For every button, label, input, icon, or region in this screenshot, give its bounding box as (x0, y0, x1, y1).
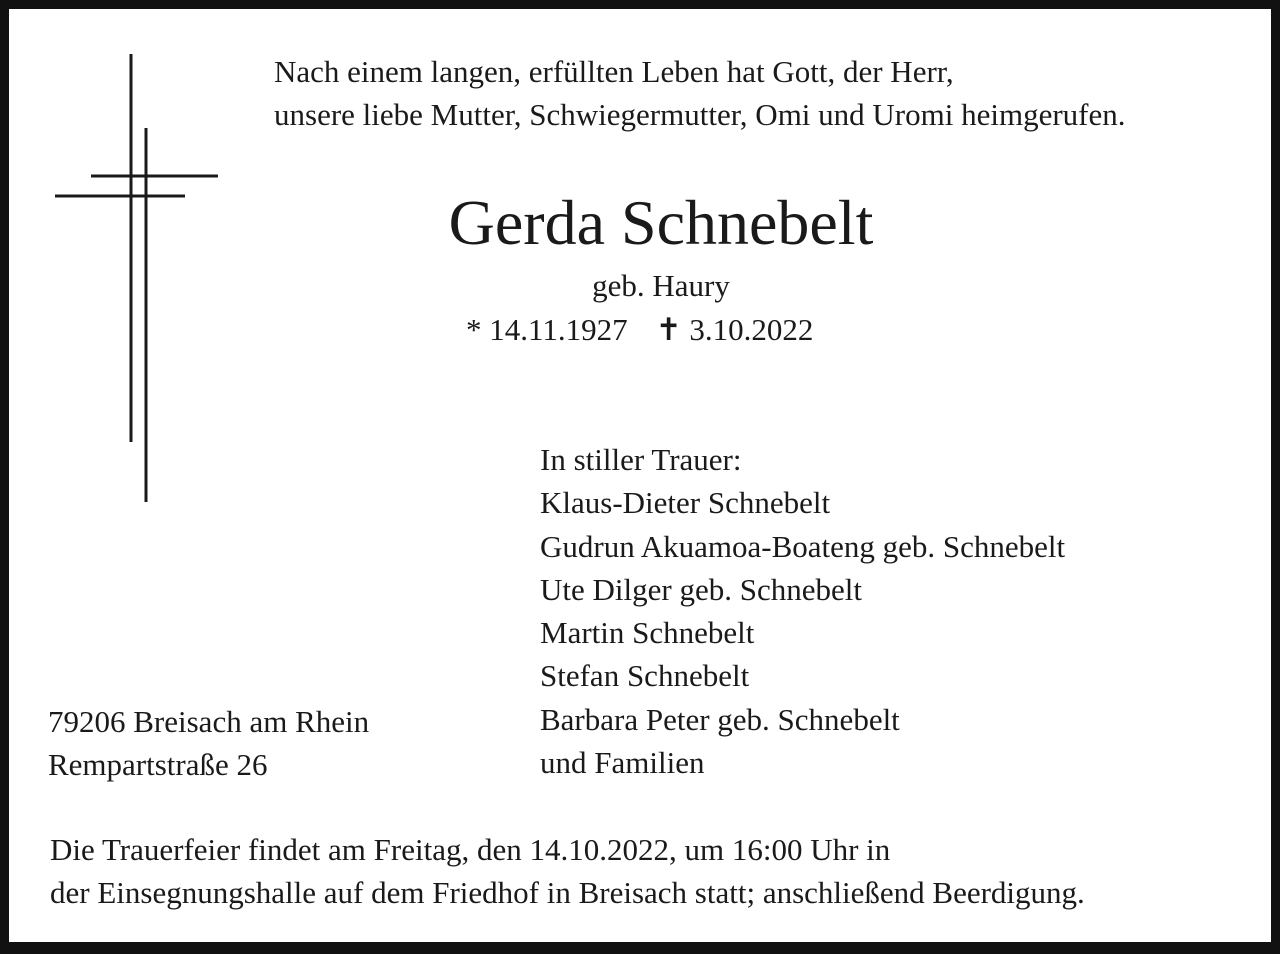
address-block (48, 700, 369, 786)
life-dates (466, 310, 813, 350)
deceased-name: Gerda Schnebelt (448, 187, 874, 258)
maiden-name: geb. Haury (592, 268, 730, 303)
intro-text (274, 50, 1126, 136)
funeral-line: Die Trauerfeier findet am Freitag, den 14.10.2022, um 16:00 Uhr in (50, 832, 891, 867)
mourner-name: Martin Schnebelt (540, 615, 755, 651)
mourner-name: Klaus-Dieter Schnebelt (540, 485, 831, 521)
funeral-info (50, 828, 1085, 914)
mourner-name: Stefan Schnebelt (540, 658, 750, 694)
mourner-name: und Familien (540, 745, 705, 781)
address-city: 79206 Breisach am Rhein (48, 704, 370, 739)
star-icon: * (466, 312, 482, 347)
mourner-name: Gudrun Akuamoa-Boateng geb. Schnebelt (540, 528, 1066, 564)
mourners-heading: In stiller Trauer: (540, 442, 742, 477)
mourner-name: Ute Dilger geb. Schnebelt (540, 571, 862, 607)
funeral-line: der Einsegnungshalle auf dem Friedhof in Breisach statt; anschließend Beerdigung. (50, 875, 1085, 910)
birth-date: 14.11.1927 (489, 312, 628, 347)
intro-line: Nach einem langen, erfüllten Leben hat Gott, der Herr, (274, 54, 954, 89)
mourner-name: Barbara Peter geb. Schnebelt (540, 701, 900, 737)
intro-line: unsere liebe Mutter, Schwiegermutter, Omi und Uromi heimgerufen. (274, 97, 1126, 132)
mourners-block (540, 438, 1065, 784)
death-date: 3.10.2022 (689, 312, 814, 347)
address-street: Rempartstraße 26 (48, 747, 268, 782)
small-cross-icon: ✝ (655, 312, 682, 347)
